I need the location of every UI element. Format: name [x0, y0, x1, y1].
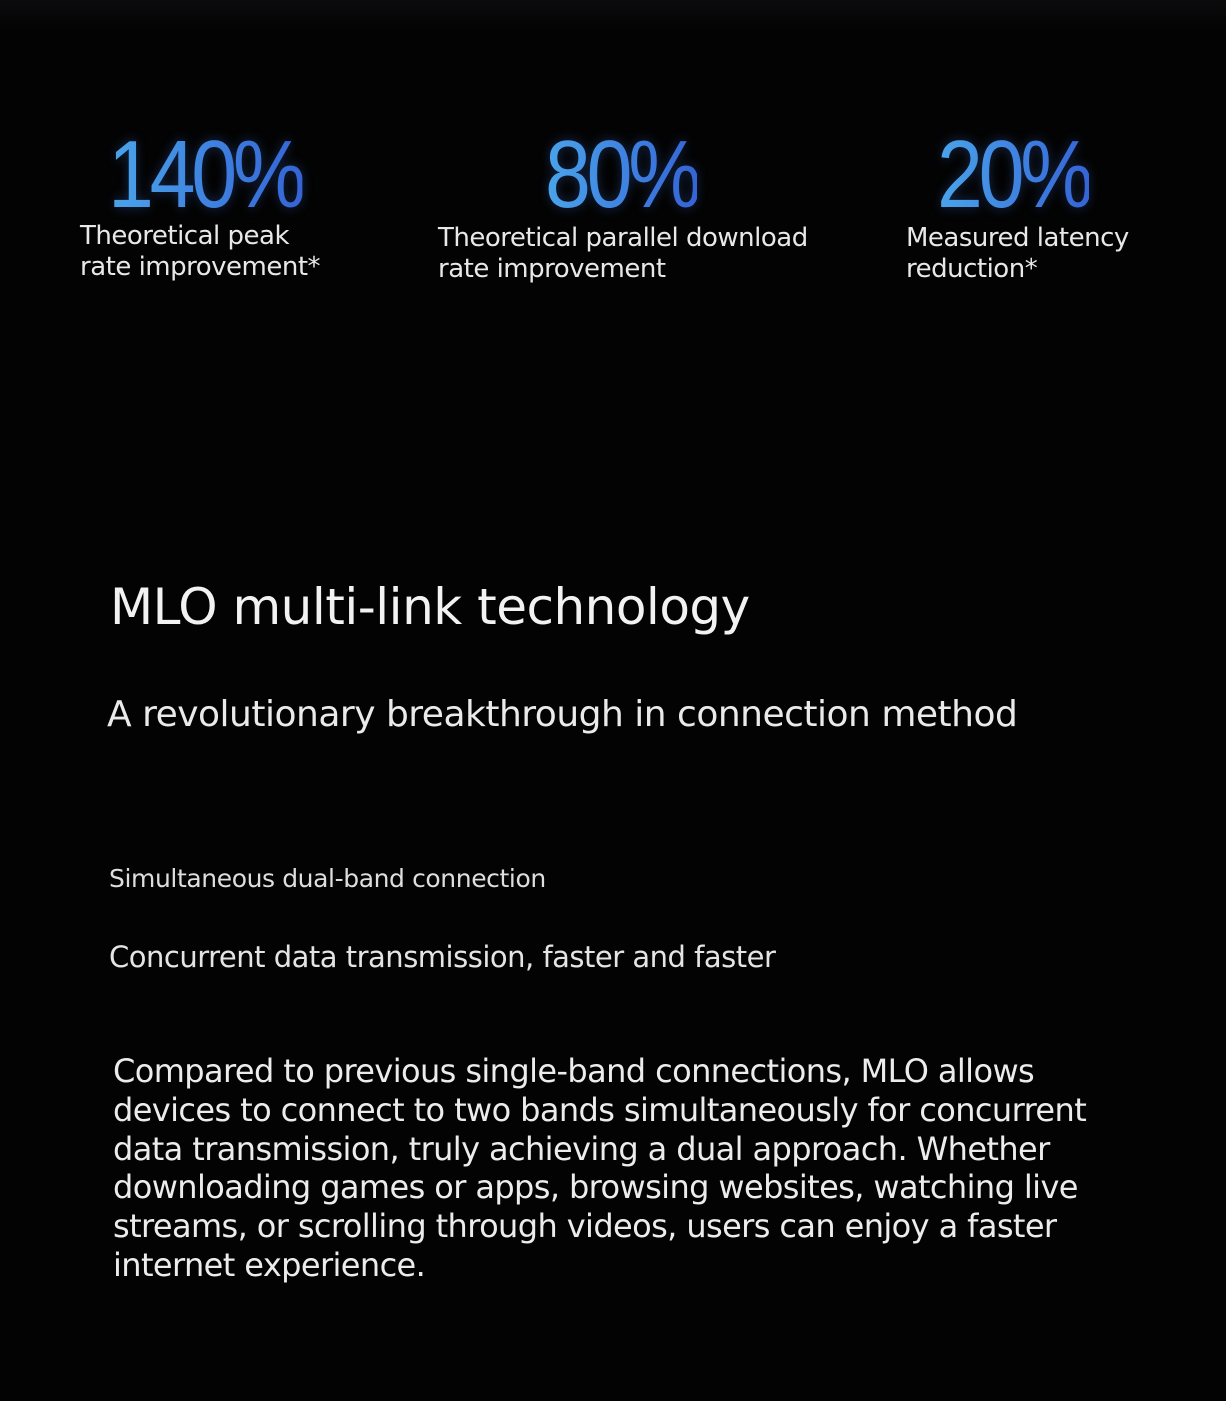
- feature-tagline: Concurrent data transmission, faster and faster: [109, 940, 776, 974]
- feature-heading: Simultaneous dual-band connection: [109, 864, 546, 893]
- section-subtitle: A revolutionary breakthrough in connection method: [107, 694, 1018, 735]
- stat-label-line: Theoretical parallel download: [438, 223, 808, 253]
- stat-label-line: reduction*: [906, 254, 1038, 284]
- stat-value: 80%: [545, 121, 698, 228]
- stat-label-line: rate improvement: [438, 254, 666, 284]
- stat-label: [80, 221, 320, 283]
- feature-description: Compared to previous single-band connections, MLO allows devices to connect to two bands simultaneously for concurrent data transmission, truly achieving a dual approach. Whether downloading games or apps, browsing websites, watching live streams, or scrolling through videos, users can enjoy a faster internet experience.: [113, 1052, 1087, 1284]
- stat-label-line: rate improvement*: [80, 252, 321, 282]
- top-edge: [0, 0, 1226, 30]
- stat-value: 140%: [108, 121, 302, 228]
- section-title: MLO multi-link technology: [110, 578, 750, 636]
- stat-label: [438, 223, 808, 285]
- stat-label-line: Theoretical peak: [80, 221, 290, 251]
- stat-value: 20%: [937, 121, 1090, 228]
- stat-label: [906, 223, 1129, 285]
- stat-label-line: Measured latency: [906, 223, 1129, 253]
